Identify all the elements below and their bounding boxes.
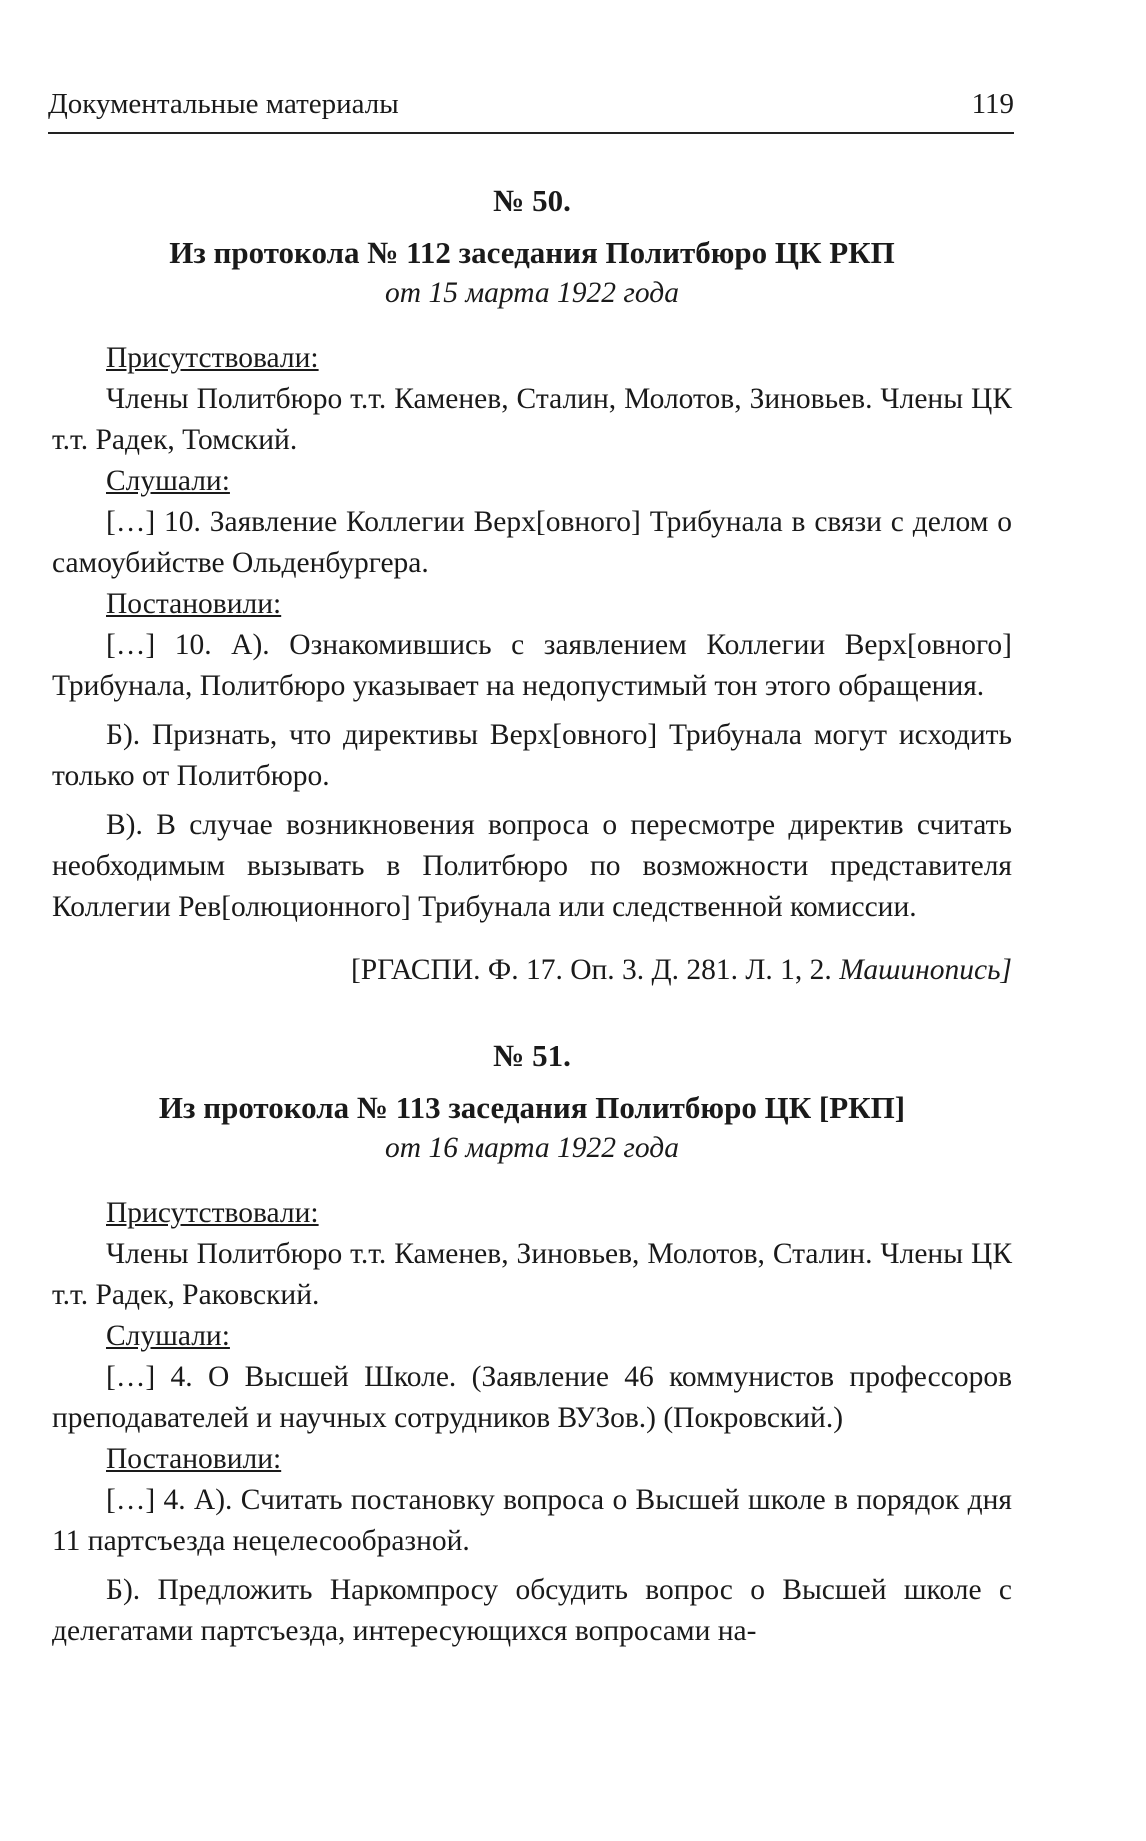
document-number: № 51.: [493, 1038, 571, 1073]
document-50: [52, 180, 1012, 991]
document-date: от 16 марта 1922 года: [385, 1132, 679, 1164]
document-51: [52, 1035, 1012, 1652]
document-number: № 50.: [493, 183, 571, 218]
header-rule: [48, 132, 1014, 134]
present-text: Члены Политбюро т.т. Каменев, Сталин, Молотов, Зиновьев. Члены ЦК т.т. Радек, Томский.: [52, 383, 1012, 456]
resolution-item: В). В случае возникновения вопроса о пересмотре директив считать необходимым вызывать в Политбюро по возможности представителя Коллегии Рев[олюционного] Трибунала или следственной комиссии.: [52, 809, 1012, 923]
running-header: [48, 88, 1014, 121]
resolution-item: […] 10. А). Ознакомившись с заявлением Коллегии Верх[овного] Трибунала, Политбюро указывает на недопустимый тон этого обращения.: [52, 629, 1012, 702]
heard-label: Слушали:: [106, 1320, 230, 1352]
present-label: Присутствовали:: [106, 342, 319, 374]
page-body: [52, 180, 1012, 1652]
heard-label: Слушали:: [106, 465, 230, 497]
archival-source: [52, 950, 1012, 991]
running-header-title: Документальные материалы: [48, 88, 399, 120]
heard-text: […] 10. Заявление Коллегии Верх[овного] Трибунала в связи с делом о самоубийстве Ольденбургера.: [52, 506, 1012, 579]
resolution-item: Б). Предложить Наркомпросу обсудить вопрос о Высшей школе с делегатами партсъезда, интересующихся вопросами на-: [52, 1574, 1012, 1647]
resolved-label: Постановили:: [106, 588, 282, 620]
present-text: Члены Политбюро т.т. Каменев, Зиновьев, Молотов, Сталин. Члены ЦК т.т. Радек, Раковский.: [52, 1238, 1012, 1311]
resolution-item: […] 4. А). Считать постановку вопроса о Высшей школе в порядок дня 11 партсъезда нецелесообразной.: [52, 1484, 1012, 1557]
page-number: 119: [971, 88, 1014, 120]
document-title: Из протокола № 112 заседания Политбюро ЦК РКП: [169, 235, 895, 270]
archival-source-type: Машинопись]: [839, 954, 1012, 986]
document-title: Из протокола № 113 заседания Политбюро ЦК [РКП]: [158, 1090, 906, 1125]
heard-text: […] 4. О Высшей Школе. (Заявление 46 коммунистов профессоров преподавателей и научных сотрудников ВУЗов.) (Покровский.): [52, 1361, 1012, 1434]
document-date: от 15 марта 1922 года: [385, 277, 679, 309]
present-label: Присутствовали:: [106, 1197, 319, 1229]
resolution-item: Б). Признать, что директивы Верх[овного] Трибунала могут исходить только от Политбюро.: [52, 719, 1012, 792]
archival-source-reference: [РГАСПИ. Ф. 17. Оп. 3. Д. 281. Л. 1, 2.: [350, 954, 832, 986]
resolved-label: Постановили:: [106, 1443, 282, 1475]
